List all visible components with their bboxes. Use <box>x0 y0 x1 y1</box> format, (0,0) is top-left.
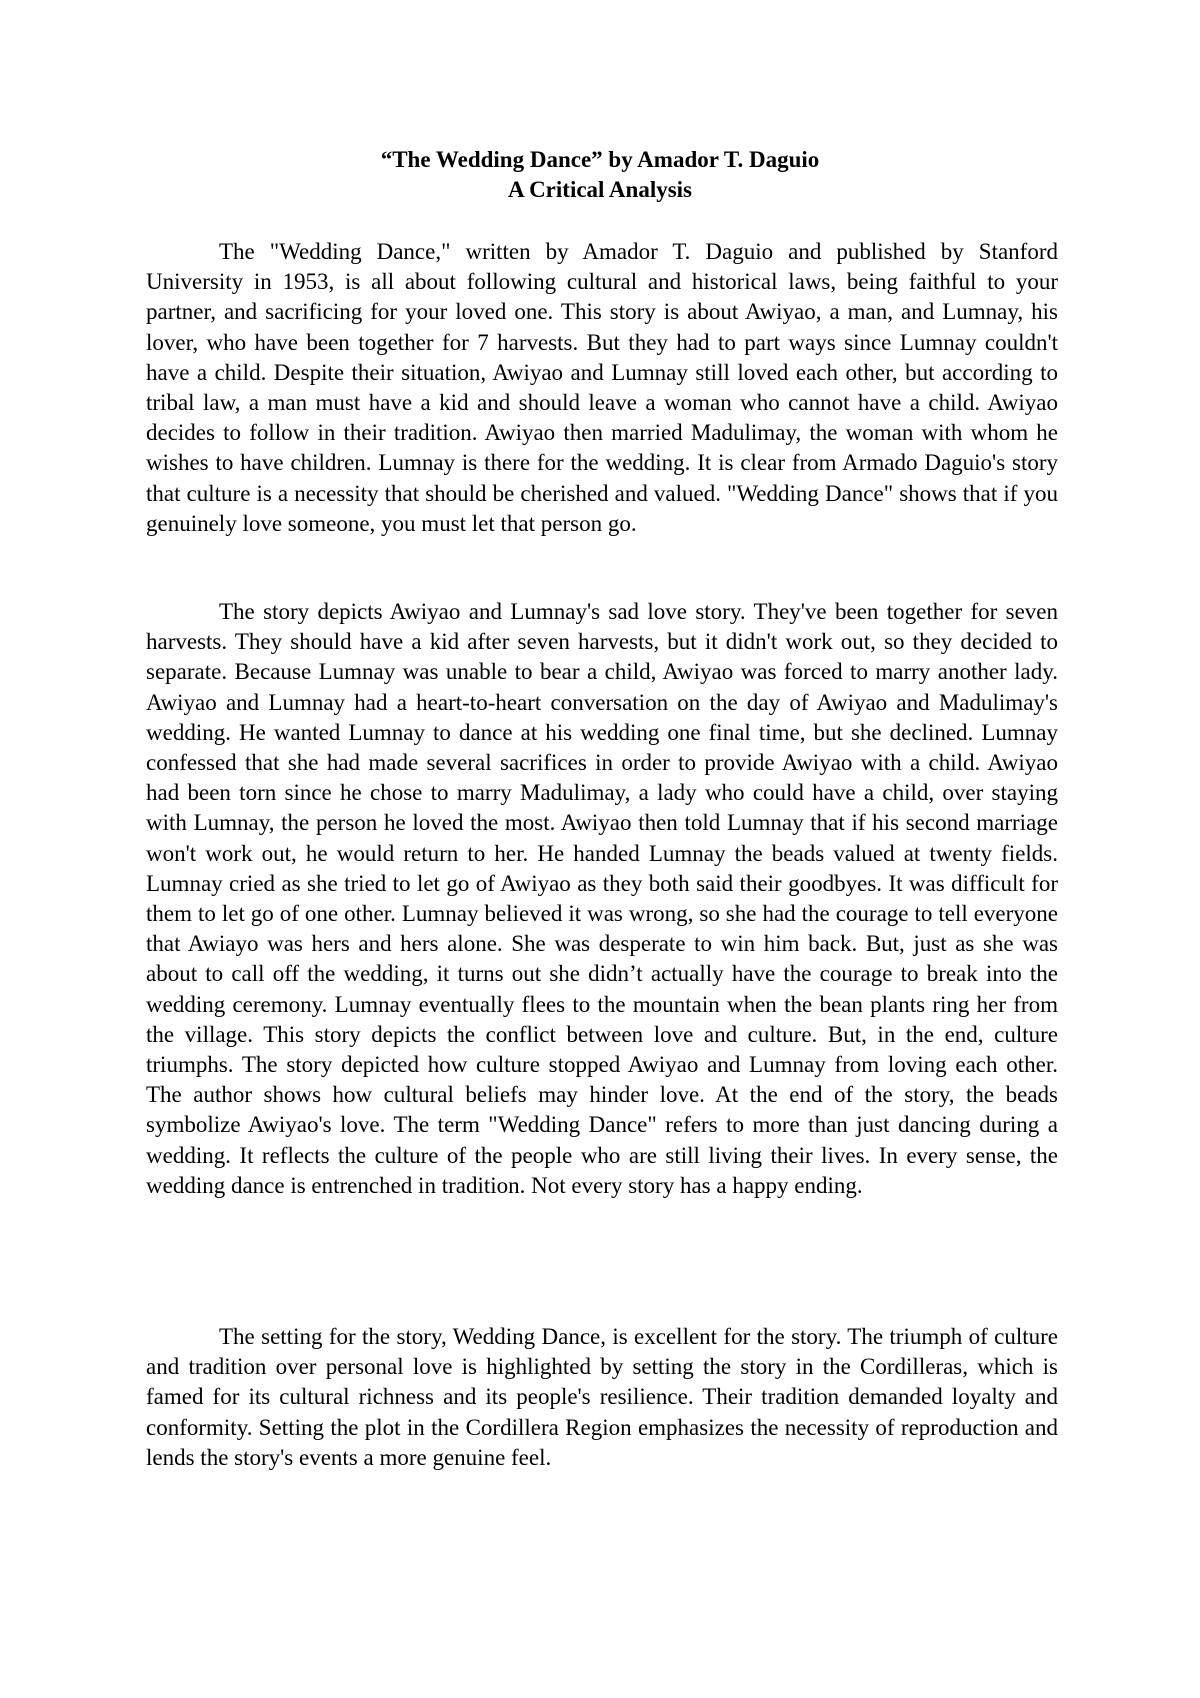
body-paragraph-1: The "Wedding Dance," written by Amador T. Daguio and published by Stanford University in 1953, is all about following cultural and historical laws, being faithful to your partner, and sacrificing for your loved one. This story is about Awiyao, a man, and Lumnay, his lover, who have been together for 7 harvests. But they had to part ways since Lumnay couldn't have a child. Despite their situation, Awiyao and Lumnay still loved each other, but according to tribal law, a man must have a kid and should leave a woman who cannot have a child. Awiyao decides to follow in their tradition. Awiyao then married Madulimay, the woman with whom he wishes to have children. Lumnay is there for the wedding. It is clear from Armado Daguio's story that culture is a necessity that should be cherished and valued. "Wedding Dance" shows that if you genuinely love someone, you must let that person go. <box>146 239 1058 536</box>
document-subtitle: A Critical Analysis <box>507 177 692 202</box>
body-paragraph-3: The setting for the story, Wedding Dance, is excellent for the story. The triumph of culture and tradition over personal love is highlighted by setting the story in the Cordilleras, which is famed for its cultural richness and its people's resilience. Their tradition demanded loyalty and conformity. Setting the plot in the Cordillera Region emphasizes the necessity of reproduction and lends the story's events a more genuine feel. <box>146 1324 1058 1470</box>
document-title: “The Wedding Dance” by Amador T. Daguio <box>380 147 820 172</box>
body-paragraph-2: The story depicts Awiyao and Lumnay's sad love story. They've been together for seven harvests. They should have a kid after seven harvests, but it didn't work out, so they decided to separate. Because Lumnay was unable to bear a child, Awiyao was forced to marry another lady. Awiyao and Lumnay had a heart-to-heart conversation on the day of Awiyao and Madulimay's wedding. He wanted Lumnay to dance at his wedding one final time, but she declined. Lumnay confessed that she had made several sacrifices in order to provide Awiyao with a child. Awiyao had been torn since he chose to marry Madulimay, a lady who could have a child, over staying with Lumnay, the person he loved the most. Awiyao then told Lumnay that if his second marriage won't work out, he would return to her. He handed Lumnay the beads valued at twenty fields. Lumnay cried as she tried to let go of Awiyao as they both said their goodbyes. It was difficult for them to let go of one other. Lumnay believed it was wrong, so she had the courage to tell everyone that Awiayo was hers and hers alone. She was desperate to win him back. But, just as she was about to call off the wedding, it turns out she didn’t actually have the courage to break into the wedding ceremony. Lumnay eventually flees to the mountain when the bean plants ring her from the village. This story depicts the conflict between love and culture. But, in the end, culture triumphs. The story depicted how culture stopped Awiyao and Lumnay from loving each other. The author shows how cultural beliefs may hinder love. At the end of the story, the beads symbolize Awiyao's love. The term "Wedding Dance" refers to more than just dancing during a wedding. It reflects the culture of the people who are still living their lives. In every sense, the wedding dance is entrenched in tradition. Not every story has a happy ending. <box>146 599 1058 1198</box>
